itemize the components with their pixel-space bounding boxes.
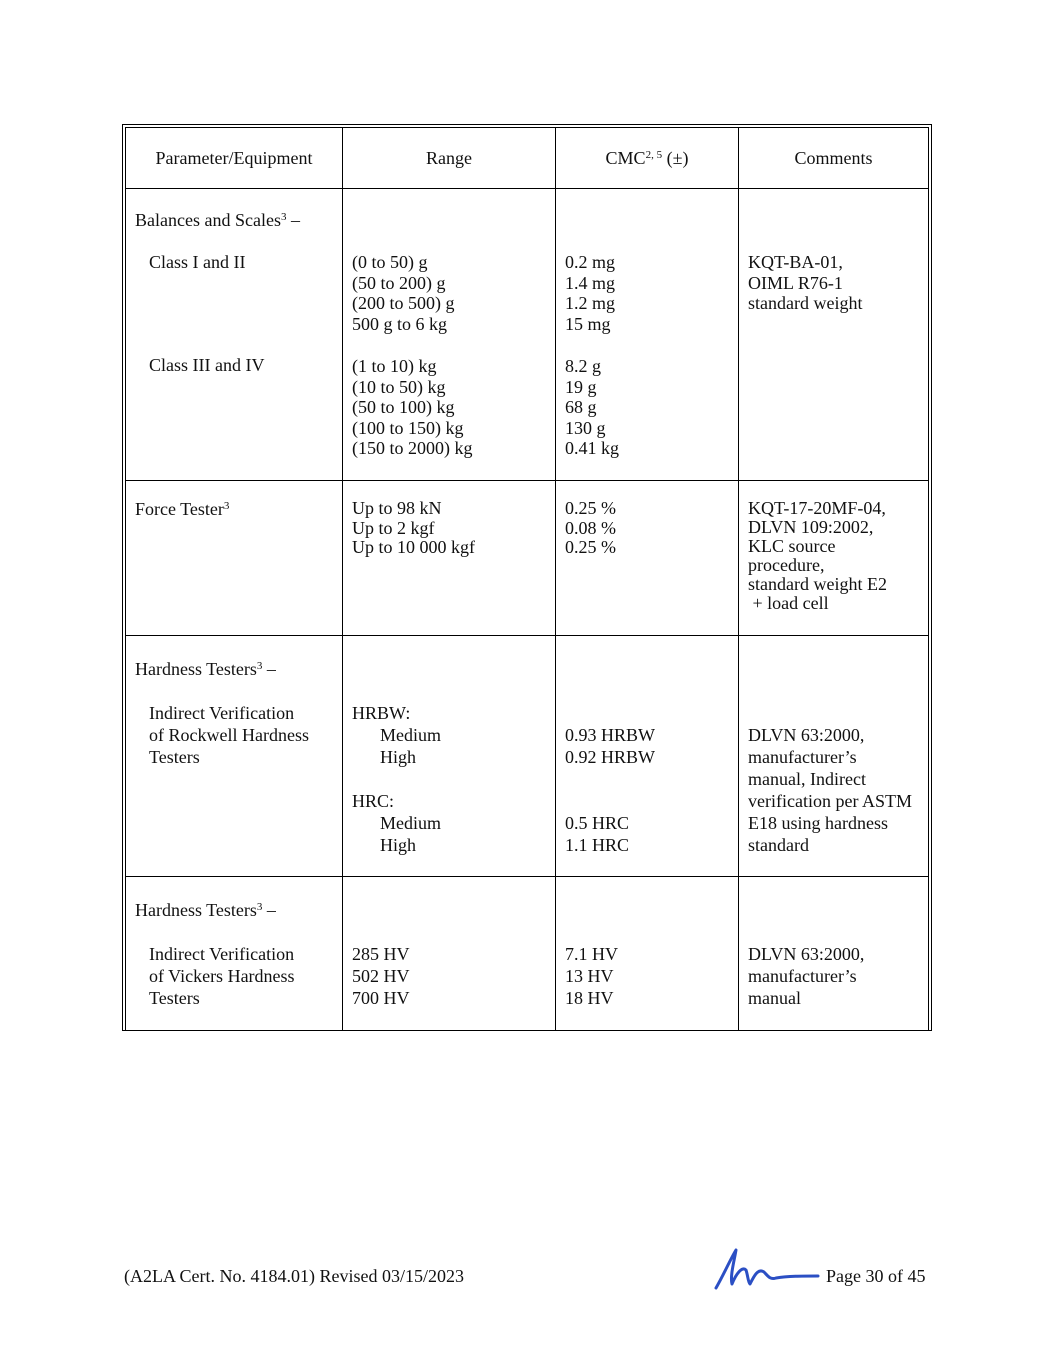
comment-line: procedure, <box>748 555 825 575</box>
subcategory-label: of Rockwell Hardness <box>149 725 309 745</box>
parameter-cell <box>126 877 343 1031</box>
cmc-value: 1.4 mg <box>565 272 616 293</box>
table-row <box>126 636 929 877</box>
cmc-cell <box>556 481 739 636</box>
cmc-value: 1.1 HRC <box>565 835 630 855</box>
cmc-value: 0.93 HRBW <box>565 725 655 745</box>
parameter-cell <box>126 189 343 481</box>
cmc-cell <box>556 877 739 1031</box>
range-value: (100 to 150) kg <box>352 417 464 438</box>
comment-line: standard weight E2 <box>748 574 887 594</box>
range-value: (0 to 50) g <box>352 252 428 272</box>
comment-line: manufacturer’s <box>748 966 857 986</box>
comment-line: manual <box>748 988 801 1008</box>
range-value: Up to 10 000 kgf <box>352 537 475 557</box>
parameter-cell <box>126 481 343 636</box>
range-cell <box>343 189 556 481</box>
comment-line: verification per ASTM <box>748 791 912 811</box>
header-range: Range <box>343 128 556 189</box>
comment-line: DLVN 63:2000, <box>748 944 865 964</box>
range-cell <box>343 636 556 877</box>
comment-line: DLVN 63:2000, <box>748 725 865 745</box>
comment-line: KQT-17-20MF-04, <box>748 498 886 518</box>
range-value: (10 to 50) kg <box>352 376 446 397</box>
range-cell <box>343 877 556 1031</box>
range-value: (1 to 10) kg <box>352 356 437 376</box>
comment-line: standard <box>748 835 809 855</box>
range-value: High <box>380 835 416 855</box>
cmc-value: 8.2 g <box>565 356 601 376</box>
row-title: Balances and Scales$^3$ – <box>135 210 300 230</box>
header-cmc: CMC$^{2, 5}$ (±) <box>556 128 739 189</box>
comment-line: DLVN 109:2002, <box>748 517 874 537</box>
row-title: Force Tester$^3$ <box>135 499 230 519</box>
cmc-value: 18 HV <box>565 988 614 1008</box>
subcategory-label: Class I and II <box>149 252 246 272</box>
range-value: Up to 98 kN <box>352 498 442 518</box>
range-value: (50 to 100) kg <box>352 397 455 417</box>
comment-line: + load cell <box>748 593 829 613</box>
scale-label: HRBW: <box>352 703 411 723</box>
footer-page-number: Page 30 of 45 <box>826 1266 926 1286</box>
cmc-value: 130 g <box>565 417 606 438</box>
range-value: High <box>380 747 416 767</box>
range-value: 700 HV <box>352 988 410 1008</box>
cmc-value: 0.08 % <box>565 517 616 538</box>
signature-image <box>710 1244 822 1292</box>
comment-line: E18 using hardness <box>748 813 888 833</box>
range-value: (200 to 500) g <box>352 293 455 313</box>
comments-cell <box>739 481 929 636</box>
table-row <box>126 189 929 481</box>
comment-line: KLC source <box>748 536 836 556</box>
comments-cell <box>739 877 929 1031</box>
comment-line: manual, Indirect <box>748 769 866 789</box>
cmc-value: 1.2 mg <box>565 293 616 313</box>
cmc-value: 13 HV <box>565 966 614 986</box>
comments-cell <box>739 189 929 481</box>
cmc-value: 0.2 mg <box>565 252 616 272</box>
comment-line: OIML R76-1 <box>748 272 843 293</box>
range-value: Up to 2 kgf <box>352 517 435 538</box>
cmc-value: 0.92 HRBW <box>565 747 655 767</box>
cmc-value: 0.41 kg <box>565 438 619 458</box>
cmc-cell <box>556 636 739 877</box>
cmc-value: 7.1 HV <box>565 944 618 964</box>
comment-line: standard weight <box>748 293 863 313</box>
table-header-row <box>126 128 929 189</box>
range-cell <box>343 481 556 636</box>
footer-cert-text: (A2LA Cert. No. 4184.01) Revised 03/15/2023 <box>124 1266 464 1286</box>
range-value: 500 g to 6 kg <box>352 313 448 334</box>
range-value: (50 to 200) g <box>352 272 446 293</box>
range-value: Medium <box>380 813 441 833</box>
subcategory-label: of Vickers Hardness <box>149 966 295 986</box>
cmc-value: 68 g <box>565 397 597 417</box>
header-comments: Comments <box>739 128 929 189</box>
table-row <box>126 481 929 636</box>
subcategory-label: Indirect Verification <box>149 703 295 723</box>
parameter-cell <box>126 636 343 877</box>
range-value: 285 HV <box>352 944 410 964</box>
subcategory-label: Indirect Verification <box>149 944 295 964</box>
cmc-value: 0.5 HRC <box>565 813 630 833</box>
subcategory-label: Testers <box>149 988 200 1008</box>
table-row <box>126 877 929 1031</box>
subcategory-label: Class III and IV <box>149 355 265 375</box>
subcategory-label: Testers <box>149 747 200 767</box>
range-value: Medium <box>380 725 441 745</box>
cmc-cell <box>556 189 739 481</box>
row-title: Hardness Testers$^3$ – <box>135 659 276 679</box>
comment-line: KQT-BA-01, <box>748 252 843 272</box>
range-value: 502 HV <box>352 966 410 986</box>
scale-label: HRC: <box>352 791 395 811</box>
comment-line: manufacturer’s <box>748 747 857 767</box>
accreditation-table-frame <box>122 124 932 1031</box>
range-value: (150 to 2000) kg <box>352 438 473 458</box>
cmc-value: 0.25 % <box>565 498 616 518</box>
comments-cell <box>739 636 929 877</box>
cmc-value: 19 g <box>565 376 597 397</box>
row-title: Hardness Testers$^3$ – <box>135 900 276 920</box>
header-parameter: Parameter/Equipment <box>126 128 343 189</box>
accreditation-table <box>125 127 929 1031</box>
cmc-value: 0.25 % <box>565 537 616 557</box>
cmc-value: 15 mg <box>565 313 611 334</box>
